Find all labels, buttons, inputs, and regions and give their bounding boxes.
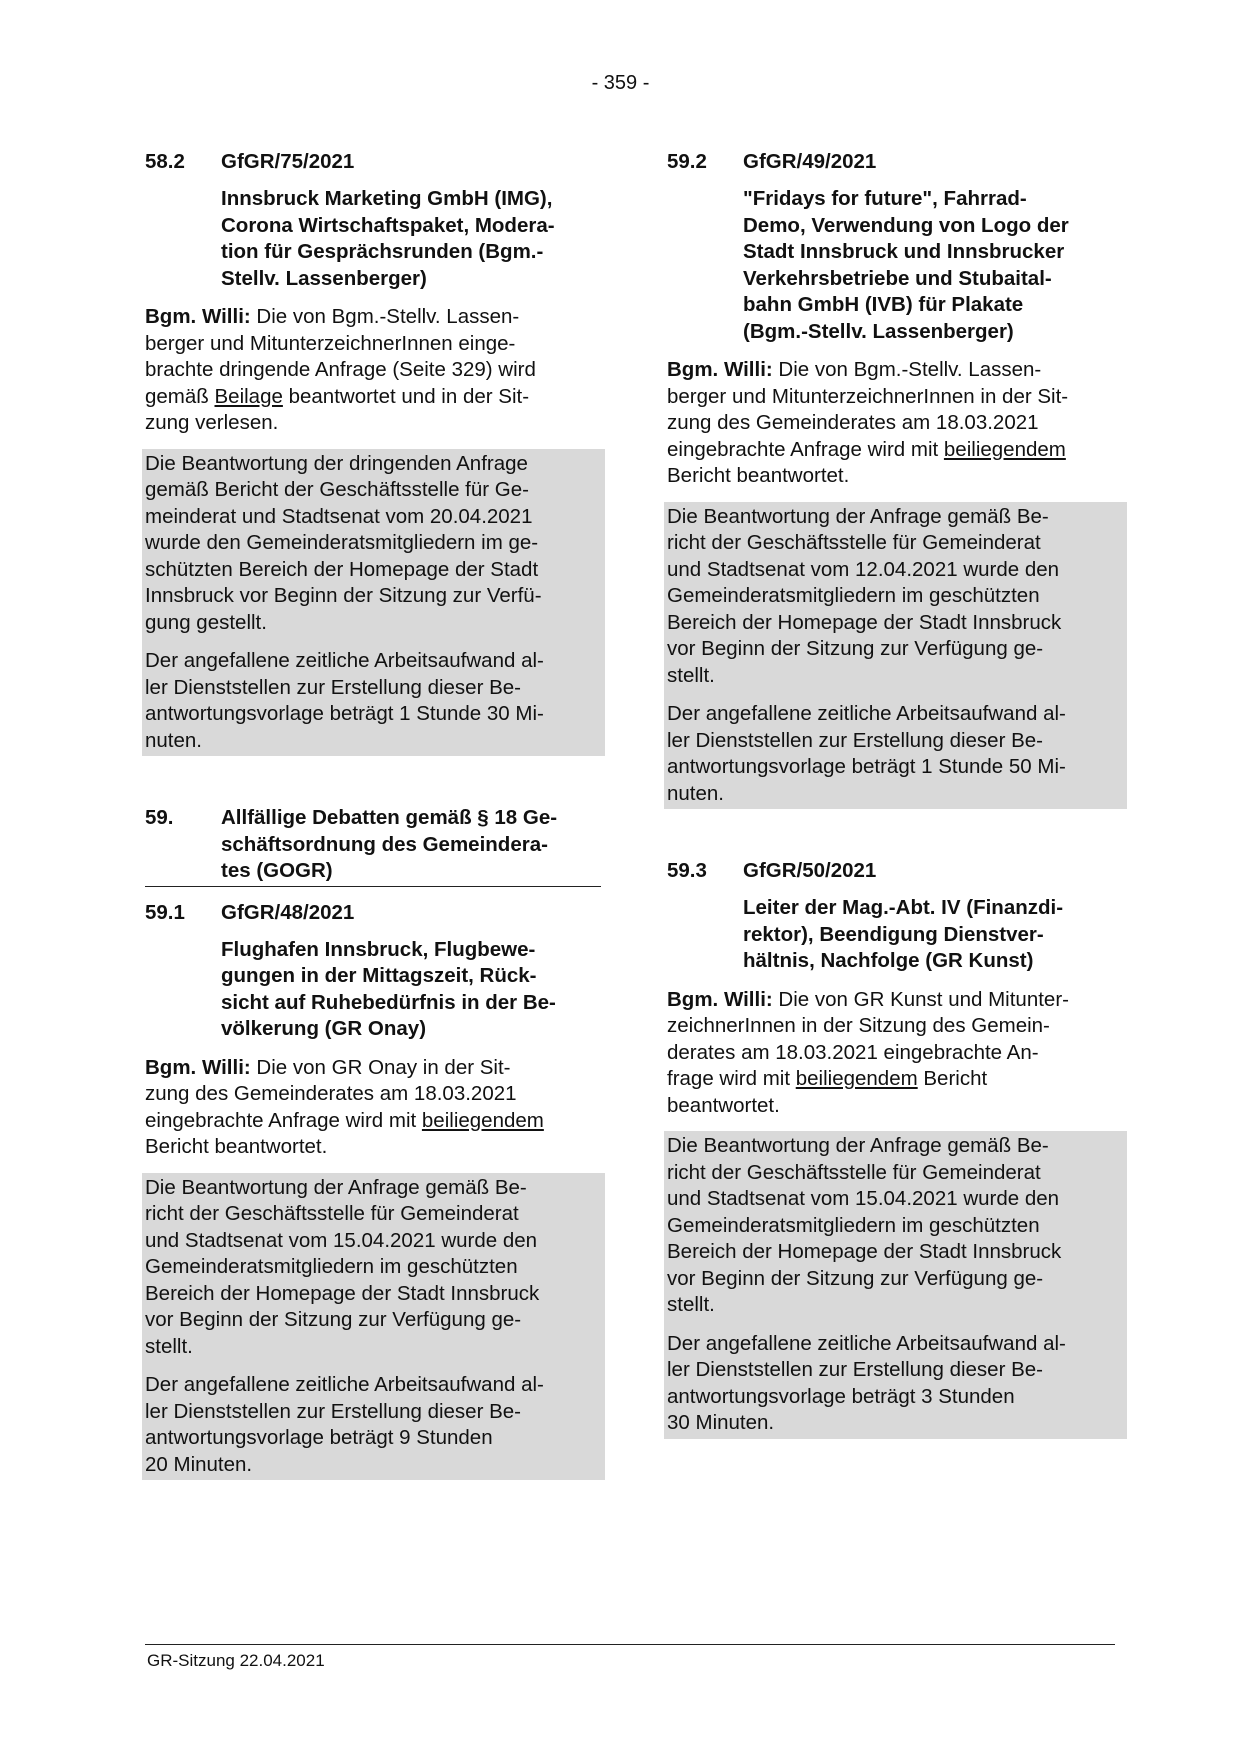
left-column [145, 148, 601, 1480]
item-number: 58.2 [145, 150, 185, 173]
info-paragraph: Die Beantwortung der Anfrage gemäß Be- richt der Geschäftsstelle für Gemeinderat und Stadtsenat vom 15.04.2021 wurde den Gemeinderatsmitgliedern im geschützten Bereich der Homepage der Stadt Innsbruck vor Beginn der Sitzung zur Verfügung ge- stellt. [667, 1134, 1062, 1316]
effort-paragraph: Der angefallene zeitliche Arbeitsaufwand al- ler Dienststellen zur Erstellung dieser Be- antwortungsvorlage beträgt 1 Stunde 50 Mi- nuten. [667, 702, 1066, 805]
effort-paragraph: Der angefallene zeitliche Arbeitsaufwand al- ler Dienststellen zur Erstellung dieser Be- antwortungsvorlage beträgt 3 Stunden 30 Minuten. [667, 1331, 1066, 1434]
section-59-heading: 59. Allfällige Debatten gemäß § 18 Ge- schäftsordnung des Gemeindera- tes (GOGR) [145, 805, 601, 887]
speaker: Bgm. Willi: [145, 305, 251, 328]
info-box [664, 502, 1127, 810]
item-code: GfGR/48/2021 [221, 900, 355, 924]
answer-paragraph: Bgm. Willi: Die von GR Onay in der Sit- zung des Gemeinderates am 18.03.2021 eingebrachte Anfrage wird mit beiliegendem Bericht beantwortet. [145, 1055, 544, 1158]
agenda-item-58-2 [145, 148, 601, 756]
answer-paragraph: Bgm. Willi: Die von Bgm.-Stellv. Lassen- berger und MitunterzeichnerInnen in der Sit- zung des Gemeinderates am 18.03.2021 eingebrachte Anfrage wird mit beiliegendem Bericht beantwortet. [667, 358, 1069, 487]
info-paragraph: Die Beantwortung der dringenden Anfrage gemäß Bericht der Geschäftsstelle für Ge- meinderat und Stadtsenat vom 20.04.2021 wurde den Gemeinderatsmitgliedern im ge- schützten Bereich der Homepage der Stadt Innsbruck vor Beginn der Sitzung zur Verfü- gung gestellt. [145, 451, 542, 634]
item-title: Leiter der Mag.-Abt. IV (Finanzdi- rektor), Beendigung Dienstver- hältnis, Nachfolge (GR Kunst) [743, 896, 1064, 972]
item-code: GfGR/50/2021 [743, 859, 877, 882]
agenda-item-59-3 [667, 857, 1123, 1439]
footer-text: GR-Sitzung 22.04.2021 [147, 1651, 325, 1670]
item-number: 59.1 [145, 900, 185, 924]
info-box [142, 449, 605, 757]
info-box [664, 1131, 1127, 1439]
speaker: Bgm. Willi: [667, 358, 773, 381]
item-number: 59.2 [667, 150, 707, 173]
answer-paragraph: Bgm. Willi: Die von Bgm.-Stellv. Lassen- berger und MitunterzeichnerInnen einge- brachte dringende Anfrage (Seite 329) wird gemäß Beilage beantwortet und in der Sit- zung verlesen. [145, 305, 536, 434]
item-code: GfGR/75/2021 [221, 150, 355, 173]
page-number: - 359 - [591, 72, 650, 94]
beiliegendem-link[interactable]: beiliegendem [421, 1108, 544, 1132]
item-title: Flughafen Innsbruck, Flugbewe- gungen in der Mittagszeit, Rück- sicht auf Ruhebedürfnis in der Be- völkerung (GR Onay) [221, 937, 556, 1040]
item-title: Innsbruck Marketing GmbH (IMG), Corona Wirtschaftspaket, Modera- tion für Gesprächsrunden (Bgm.- Stellv. Lassenberger) [221, 187, 555, 290]
effort-paragraph: Der angefallene zeitliche Arbeitsaufwand al- ler Dienststellen zur Erstellung dieser Be- antwortungsvorlage beträgt 9 Stunden 20 Minuten. [145, 1373, 544, 1476]
speaker: Bgm. Willi: [145, 1055, 251, 1079]
item-code: GfGR/49/2021 [743, 150, 877, 173]
item-title: "Fridays for future", Fahrrad- Demo, Verwendung von Logo der Stadt Innsbruck und Innsbrucker Verkehrsbetriebe und Stubaital- bahn GmbH (IVB) für Plakate (Bgm.-Stellv. Lassenberger) [743, 187, 1069, 343]
answer-paragraph: Bgm. Willi: Die von GR Kunst und Mitunter- zeichnerInnen in der Sitzung des Gemein- derates am 18.03.2021 eingebrachte An- frage wird mit beiliegendem Bericht beantwortet. [667, 987, 1069, 1117]
beiliegendem-link[interactable]: beiliegendem [943, 437, 1066, 461]
beiliegendem-link[interactable]: beiliegendem [795, 1067, 918, 1090]
beilage-link[interactable]: Beilage [214, 384, 283, 408]
effort-paragraph: Der angefallene zeitliche Arbeitsaufwand al- ler Dienststellen zur Erstellung dieser Be- antwortungsvorlage beträgt 1 Stunde 30 Mi- nuten. [145, 649, 544, 752]
speaker: Bgm. Willi: [667, 987, 773, 1011]
item-number: 59.3 [667, 859, 707, 882]
agenda-item-59-2 [667, 148, 1123, 809]
agenda-item-59-1 [145, 899, 601, 1481]
right-column [667, 148, 1123, 1439]
footer-divider [145, 1644, 1115, 1645]
info-paragraph: Die Beantwortung der Anfrage gemäß Be- richt der Geschäftsstelle für Gemeinderat und Stadtsenat vom 15.04.2021 wurde den Gemeinderatsmitgliedern im geschützten Bereich der Homepage der Stadt Innsbruck vor Beginn der Sitzung zur Verfügung ge- stellt. [145, 1175, 540, 1358]
info-paragraph: Die Beantwortung der Anfrage gemäß Be- richt der Geschäftsstelle für Gemeinderat und Stadtsenat vom 12.04.2021 wurde den Gemeinderatsmitgliedern im geschützten Bereich der Homepage der Stadt Innsbruck vor Beginn der Sitzung zur Verfügung ge- stellt. [667, 504, 1062, 687]
info-box [142, 1173, 605, 1481]
